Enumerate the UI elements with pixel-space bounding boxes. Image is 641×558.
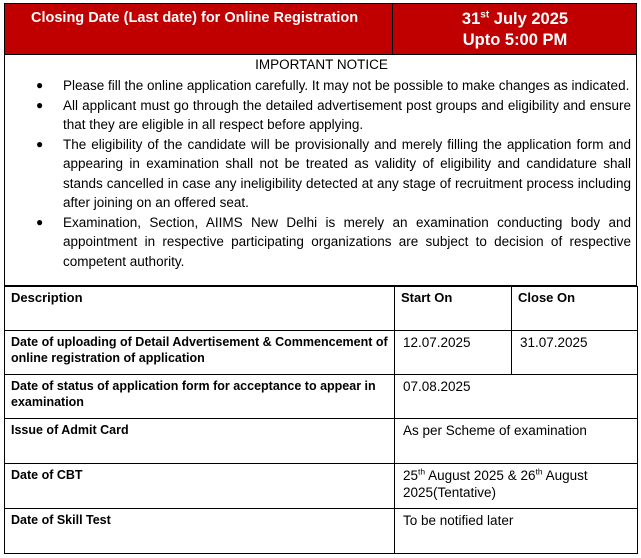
bullet-icon: ● <box>36 214 44 229</box>
bullet-icon: ● <box>36 97 44 112</box>
notice-item: ● The eligibility of the candidate will be provisionally and merely filling the application form and appearing in examination shall not be treated as validity of eligibility and candidature shall stands cancelled in case any ineligibility detected at any stage of recruitment process including after joining on an offered seat. <box>36 136 631 210</box>
header-start-on: Start On <box>395 287 512 331</box>
bullet-icon: ● <box>36 136 44 151</box>
table-row <box>5 419 638 464</box>
row-description: Date of uploading of Detail Advertisement & Commencement of online registration of application <box>5 331 395 375</box>
header-description: Description <box>5 287 395 331</box>
row-start: To be notified later <box>395 509 638 554</box>
table-header-row <box>5 287 638 331</box>
header-close-on: Close On <box>512 287 638 331</box>
important-notice <box>4 55 637 286</box>
bullet-icon: ● <box>36 78 44 92</box>
row-description: Issue of Admit Card <box>5 419 395 464</box>
row-description: Date of Skill Test <box>5 509 395 554</box>
closing-date-label: Closing Date (Last date) for Online Registration <box>31 10 359 26</box>
row-start: 07.08.2025 <box>395 375 638 419</box>
notice-item: ● Please fill the online application carefully. It may not be possible to make changes as indicated. <box>15 76 631 96</box>
schedule-table <box>4 286 638 554</box>
row-close: 31.07.2025 <box>512 331 638 375</box>
row-description: Date of status of application form for acceptance to appear in examination <box>5 375 395 419</box>
row-start: As per Scheme of examination <box>395 419 638 464</box>
row-description: Date of CBT <box>5 464 395 509</box>
closing-date-value <box>393 9 637 51</box>
notice-title: IMPORTANT NOTICE <box>255 57 388 72</box>
closing-time: Upto 5:00 PM <box>462 31 568 49</box>
notice-list <box>15 76 631 271</box>
table-row <box>5 509 638 554</box>
notice-item: ● All applicant must go through the detailed advertisement post groups and eligibility and ensure that they are eligible in all respect before applying. <box>36 97 631 132</box>
closing-date-banner <box>4 3 637 55</box>
table-row <box>5 331 638 375</box>
closing-date: 31st July 2025 <box>461 9 569 28</box>
row-start: 12.07.2025 <box>395 331 512 375</box>
notice-item: ● Examination, Section, AIIMS New Delhi is merely an examination conducting body and appointment in respective participating organizations are subject to decision of respective competent authority. <box>36 214 631 269</box>
row-start: 25th August 2025 & 26th August 2025(Tentative) <box>395 464 638 509</box>
table-row <box>5 375 638 419</box>
table-row <box>5 464 638 509</box>
